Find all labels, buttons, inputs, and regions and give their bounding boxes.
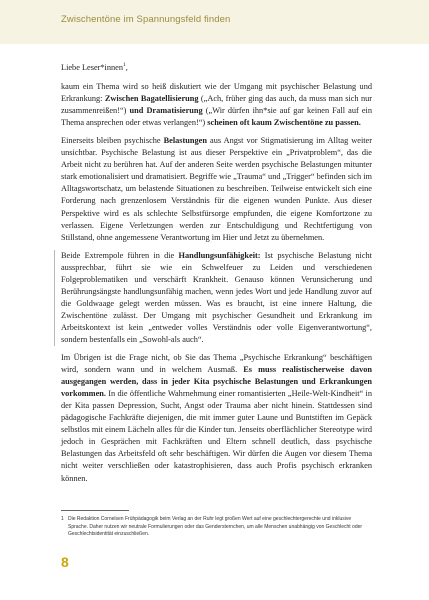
paragraph-text: Ist psychische Belastung nicht aussprechbar, führt sie wie ein Schwelfeuer zu Leiden und verschiedenen Folgeproblematiken und verschärft Krankheit. Genauso können Verunsicherung und Berührungsängste handlungsunfähig machen, wenn jedes Wort und jede Handlung zuvor auf die Goldwaage gelegt werden müssen. Was es braucht, ist eine innere Haltung, die Zwischentöne zulässt. Der Umgang mit psychischer Gesundheit und Erkrankung im Arbeitskontext ist kein „entweder volles Verständnis oder volle Eigenverantwortung“, sondern bestenfalls ein „Sowohl-als auch“. xyxy=(61,250,372,344)
emphasis: Belastungen xyxy=(163,136,207,146)
emphasis: Zwischen Bagatellisierung xyxy=(104,94,199,104)
paragraph-3 xyxy=(54,250,372,346)
emphasis: Handlungsunfähigkeit: xyxy=(178,250,261,260)
emphasis: Es muss realistischerweise davon ausgegangen werden, dass in jeder Kita psychische Belastungen und Erkrankungen vorkommen. xyxy=(61,365,372,399)
greeting xyxy=(61,62,372,74)
paragraph-2 xyxy=(61,135,372,243)
greeting-text: Liebe Leser*innen xyxy=(61,63,123,72)
page-number: 8 xyxy=(61,554,69,570)
paragraph-text: Beide Extrempole führen in die xyxy=(61,250,179,260)
paragraph-text: In die öffentliche Wahrnehmung einer romantisierten „Heile-Welt-Kindheit“ in der Kita passen Depression, Sucht, Angst oder Trauma aber nicht hinein. Stattdessen sind pädagogische Fachkräfte diejenigen, die mit immer guter Laune und Buntstiften im Gepäck selbstlos mit einem Lächeln alles für die Kinder tun. Jenseits oberflächlicher Stereotype wird jedoch in Gesprächen mit Fachkräften und Eltern schnell deutlich, dass psychische Belastungen das Arbeitsfeld oft sehr beschäftigen. Wir dürfen die Augen vor diesem Thema nicht weiter verschließen oder katastrophisieren, dass auch Profis psychisch erkranken können. xyxy=(61,389,372,483)
emphasis: scheinen oft kaum Zwischentöne zu passen. xyxy=(207,118,361,128)
paragraph-1 xyxy=(61,81,372,129)
paragraph-text: Im Übrigen ist die Frage nicht, ob Sie das Thema „Psychische Erkrankung“ beschäftigen wird, sondern wann und in welchem Ausmaß. xyxy=(61,353,372,375)
paragraph-text: aus Angst vor Stigmatisierung im Alltag weiter unsichtbar. Psychische Belastung ist aus dieser Perspektive ein „Privatproblem“, das die Arbeit nicht zu berühren hat. Auf der anderen Seite werden psychische Belastungen mitunter stark emotionalisiert und dramatisiert. Begriffe wie „Trauma“ und „Trigger“ befinden sich im Alltagswortschatz, um belastende Situationen zu beschreiben. Teilweise entwickelt sich eine Forderung nach grenzenlosem Verständnis für die eigenen wunden Punkte. Aus dieser Perspektive wird es als schlechte Selbstfürsorge empfunden, die eigene Komfortzone zu verlassen. Eigene Verletzungen werden zur Entschuldigung und Rechtfertigung von Stillstand, ohne angemessene Verantwortung im Hier und Jetzt zu übernehmen. xyxy=(61,136,372,242)
paragraph-4 xyxy=(61,352,372,485)
footnote-text: Die Redaktion Cornelsen Frühpädagogik beim Verlag an der Ruhr legt großen Wert auf eine geschlechtergerechte und inklusive Sprache. Daher nutzen wir neutrale Formulierungen oder das Gendersternchen, um alle Menschen unabhängig von Geschlecht oder Geschlechtsidentität einzuschließen. xyxy=(68,516,363,538)
paragraph-text: („Wir dürfen ihn*sie auf gar keinen Fall auf ein Thema ansprechen oder etwas verlangen!“) xyxy=(61,106,372,128)
running-header xyxy=(0,0,429,44)
footnote-number: 1 xyxy=(61,516,64,522)
header-title: Zwischentöne im Spannungsfeld finden xyxy=(61,14,231,25)
greeting-comma: , xyxy=(125,63,128,72)
paragraph-text: („Ach, früher ging das auch, da muss man sich nur zusammenreißen!“) xyxy=(61,94,373,116)
emphasis: und Dramatisierung xyxy=(129,106,203,116)
footnote-ref: 1 xyxy=(122,62,126,69)
main-text xyxy=(61,62,372,491)
paragraph-text: Einerseits bleiben psychische xyxy=(61,136,164,146)
paragraph-text: kaum ein Thema wird so heiß diskutiert wie der Umgang mit psychischer Belastung und Erkrankung: xyxy=(61,82,372,104)
footnote-divider xyxy=(61,510,129,511)
footnote xyxy=(61,516,372,539)
